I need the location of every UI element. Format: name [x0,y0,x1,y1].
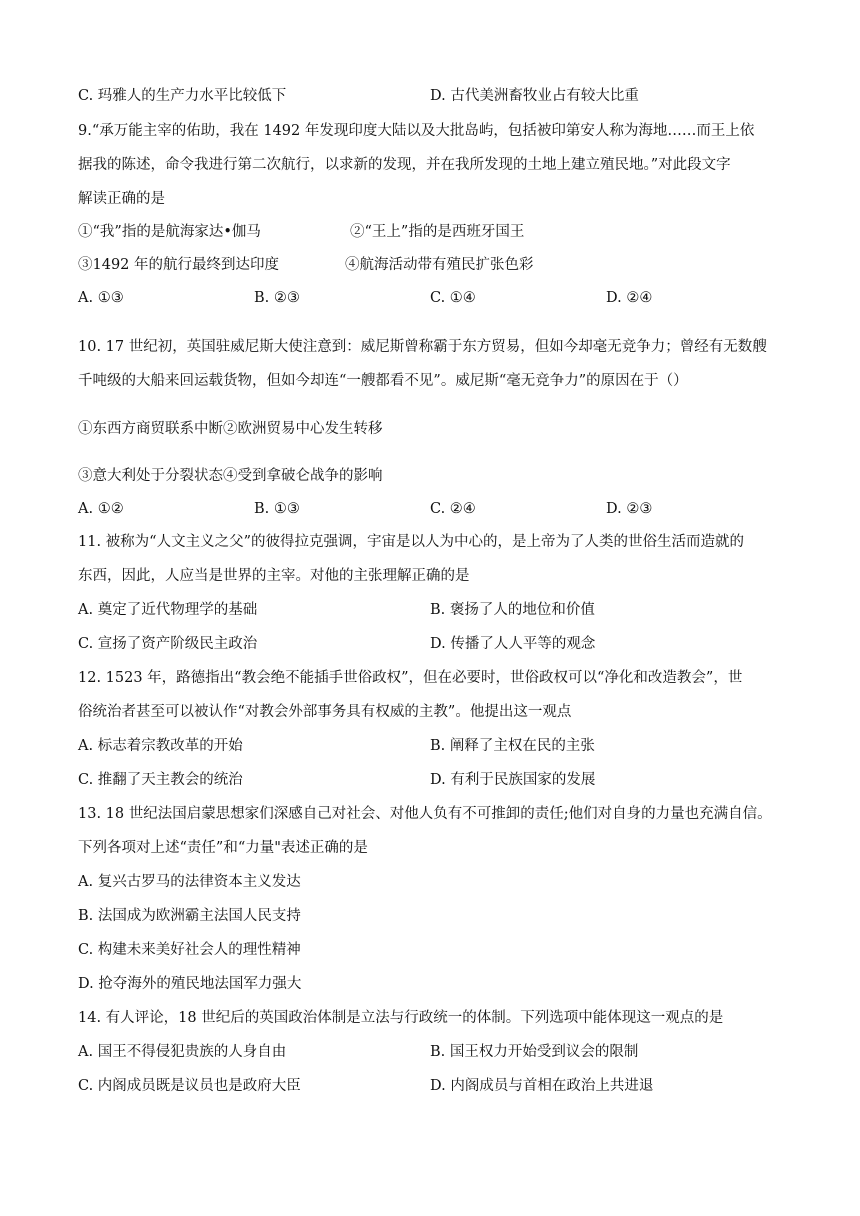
q14-option-d: D. 内阁成员与首相在政治上共进退 [430,1078,654,1094]
q10-option-b: B. ①③ [254,501,300,517]
q12-option-c: C. 推翻了天主教会的统治 [78,772,243,788]
q8-option-c: C. 玛雅人的生产力水平比较低下 [78,88,287,104]
q9-option-c: C. ①④ [430,290,476,306]
q9-stem-line-1: 9.“承万能主宰的佑助，我在 1492 年发现印度大陆以及大批岛屿，包括被印第安人称为海地……而王上依 [78,123,755,139]
q10-option-d: D. ②③ [606,501,653,517]
q14-option-a: A. 国王不得侵犯贵族的人身自由 [78,1044,287,1060]
q12-option-d: D. 有利于民族国家的发展 [430,772,596,788]
q11-option-b: B. 褒扬了人的地位和价值 [430,602,595,618]
q13-option-a: A. 复兴古罗马的法律资本主义发达 [78,874,301,890]
q10-statements-2: ③意大利处于分裂状态④受到拿破仑战争的影响 [78,468,383,484]
q10-statements-1: ①东西方商贸联系中断②欧洲贸易中心发生转移 [78,421,383,437]
q9-stem-line-3: 解读正确的是 [78,191,165,207]
q13-option-d: D. 抢夺海外的殖民地法国军力强大 [78,976,302,992]
q12-stem-line-1: 12. 1523 年，路德指出“教会绝不能插手世俗政权”，但在必要时，世俗政权可以“净化和改造教会”，世 [78,670,743,686]
q13-stem-line-2: 下列各项对上述“责任”和“力量"表述正确的是 [78,840,368,856]
q12-option-a: A. 标志着宗教改革的开始 [78,738,243,754]
q11-option-a: A. 奠定了近代物理学的基础 [78,602,258,618]
q9-option-a: A. ①③ [78,290,124,306]
q11-option-d: D. 传播了人人平等的观念 [430,636,596,652]
q9-statement-3: ③1492 年的航行最终到达印度 [78,257,280,273]
q9-option-b: B. ②③ [254,290,300,306]
q11-stem-line-1: 11. 被称为“人文主义之父”的彼得拉克强调，宇宙是以人为中心的，是上帝为了人类的世俗生活而造就的 [78,534,744,550]
q10-option-c: C. ②④ [430,501,476,517]
q9-statement-1: ①“我”指的是航海家达•伽马 [78,224,261,240]
q14-stem-line-1: 14. 有人评论，18 世纪后的英国政治体制是立法与行政统一的体制。下列选项中能体现这一观点的是 [78,1010,724,1026]
q11-option-c: C. 宣扬了资产阶级民主政治 [78,636,258,652]
q9-stem-line-2: 据我的陈述，命令我进行第二次航行，以求新的发现，并在我所发现的土地上建立殖民地。”对此段文字 [78,157,731,173]
q9-statement-2: ②“王上”指的是西班牙国王 [350,224,525,240]
q10-option-a: A. ①② [78,501,124,517]
q9-statement-4: ④航海活动带有殖民扩张色彩 [345,257,534,273]
q14-option-b: B. 国王权力开始受到议会的限制 [430,1044,639,1060]
q9-option-d: D. ②④ [606,290,653,306]
q10-stem-line-2: 千吨级的大船来回运载货物，但如今却连“一艘都看不见”。威尼斯“毫无竞争力”的原因在于（） [78,373,688,389]
q13-option-c: C. 构建未来美好社会人的理性精神 [78,942,301,958]
q12-stem-line-2: 俗统治者甚至可以被认作“对教会外部事务具有权威的主教”。他提出这一观点 [78,704,572,720]
q12-option-b: B. 阐释了主权在民的主张 [430,738,595,754]
q8-option-d: D. 古代美洲畜牧业占有较大比重 [430,88,639,104]
q13-stem-line-1: 13. 18 世纪法国启蒙思想家们深感自己对社会、对他人负有不可推卸的责任;他们对自身的力量也充满自信。 [78,806,772,822]
q11-stem-line-2: 东西，因此，人应当是世界的主宰。对他的主张理解正确的是 [78,568,470,584]
q14-option-c: C. 内阁成员既是议员也是政府大臣 [78,1078,301,1094]
q10-stem-line-1: 10. 17 世纪初，英国驻威尼斯大使注意到：威尼斯曾称霸于东方贸易，但如今却毫无竞争力；曾经有无数艘 [78,339,767,355]
q13-option-b: B. 法国成为欧洲霸主法国人民支持 [78,908,301,924]
